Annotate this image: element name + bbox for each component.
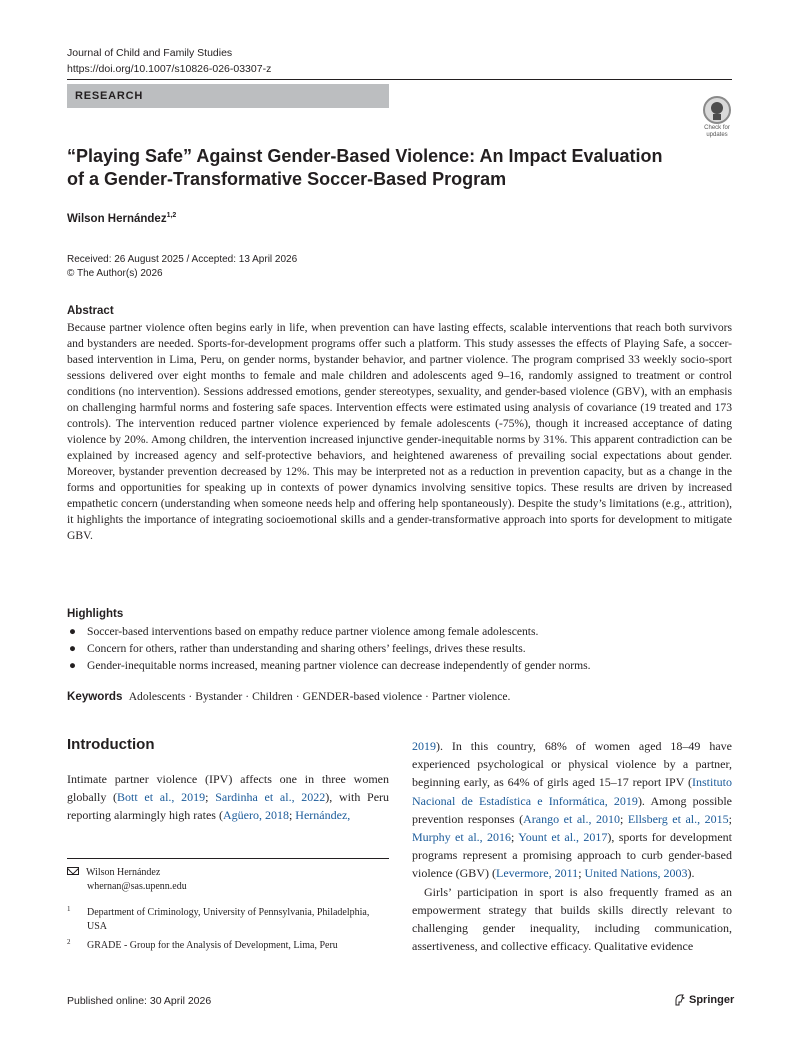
- keyword-separator: ·: [295, 690, 300, 703]
- text-run: ;: [620, 811, 628, 826]
- publisher-name: Springer: [689, 994, 735, 1006]
- citation-link[interactable]: Bott et al., 2019: [117, 790, 206, 805]
- intro-left-column: [67, 770, 389, 825]
- keyword-separator: ·: [245, 690, 250, 703]
- section-banner: RESEARCH: [67, 84, 389, 108]
- text-run: ). Among possible prevention responses (: [412, 793, 733, 826]
- keyword: Partner violence.: [431, 690, 511, 703]
- check-updates-label: Check for updates: [704, 125, 730, 138]
- keyword: Bystander: [195, 690, 243, 703]
- introduction-heading: Introduction: [67, 736, 155, 753]
- author-affiliation-marks: 1,2: [166, 212, 177, 219]
- intro-paragraph: Girls’ participation in sport is also frequently framed as an empowerment strategy that builds skills directly relevant to challenging gender inequality, including communication, assertiveness, and collective efficacy. Qualitative evidence: [412, 884, 732, 954]
- highlight-text: Concern for others, rather than understanding and sharing others’ feelings, drives these results.: [87, 642, 526, 655]
- keyword-separator: ·: [188, 690, 193, 703]
- keyword-separator: ·: [425, 690, 429, 703]
- abstract-heading: Abstract: [67, 305, 114, 317]
- affiliation: [67, 939, 389, 953]
- footnote-rule: [67, 858, 389, 859]
- doi-link[interactable]: https://doi.org/10.1007/s10826-026-03307-z: [67, 63, 272, 75]
- published-date: Published online: 30 April 2026: [67, 995, 212, 1007]
- text-run: ;: [511, 830, 519, 845]
- corr-email[interactable]: whernan@sas.upenn.edu: [87, 880, 187, 892]
- citation-link[interactable]: United Nations, 2003: [584, 866, 688, 881]
- title-line-2: of a Gender-Transformative Soccer-Based Program: [67, 169, 507, 189]
- keywords-label: Keywords: [67, 690, 123, 703]
- citation-link[interactable]: Hernández,: [295, 808, 351, 823]
- envelope-icon: [67, 867, 79, 875]
- affiliation-number: 1: [67, 905, 71, 913]
- text-run: ), sports for development programs represent a promising approach to curb gender-based violence (GBV) (: [412, 830, 733, 881]
- corresponding-author: [67, 866, 187, 893]
- keyword: Adolescents: [128, 690, 186, 703]
- text-run: ;: [288, 808, 296, 823]
- text-run: ;: [728, 811, 732, 826]
- highlights-list: [67, 623, 732, 674]
- text-run: ), with Peru reporting alarmingly high rates (: [67, 790, 390, 823]
- affiliation-text: GRADE - Group for the Analysis of Development, Lima, Peru: [87, 940, 338, 951]
- received-accepted: Received: 26 August 2025 / Accepted: 13 April 2026: [67, 254, 298, 265]
- citation-link[interactable]: Sardinha et al., 2022: [215, 790, 326, 805]
- copyright: © The Author(s) 2026: [67, 268, 163, 279]
- check-updates-icon: [703, 96, 731, 124]
- bullet-icon: ●: [69, 625, 77, 638]
- article-title: [67, 145, 707, 191]
- citation-link[interactable]: Ellsberg et al., 2015: [627, 811, 729, 826]
- citation-link[interactable]: Levermore, 2011: [495, 866, 579, 881]
- journal-header: [67, 45, 271, 77]
- highlights-heading: Highlights: [67, 608, 124, 620]
- publisher-logo[interactable]: [674, 994, 734, 1006]
- highlight-text: Soccer-based interventions based on empathy reduce partner violence among female adolescents.: [87, 625, 539, 638]
- citation-link[interactable]: Agüero, 2018: [222, 808, 289, 823]
- bullet-icon: ●: [69, 659, 77, 672]
- citation-link[interactable]: Yount et al., 2017: [518, 830, 608, 845]
- journal-name: Journal of Child and Family Studies: [67, 47, 233, 59]
- affiliation-number: 2: [67, 938, 71, 946]
- article-dates: [67, 253, 297, 281]
- text-run: ).: [687, 866, 695, 881]
- affiliation-text: Department of Criminology, University of Pennsylvania, Philadelphia, USA: [87, 907, 370, 932]
- title-line-1: “Playing Safe” Against Gender-Based Violence: An Impact Evaluation: [67, 146, 663, 166]
- keyword: Children: [252, 690, 293, 703]
- highlight-item: [67, 657, 732, 674]
- check-for-updates-badge[interactable]: [700, 96, 734, 139]
- author-name[interactable]: Wilson Hernández: [67, 212, 167, 225]
- springer-horse-icon: [674, 994, 685, 1006]
- text-run: ). In this country, 68% of women aged 18–49 have experienced psychological or physical violence by a partner, beginning early, as 64% of girls aged 15–17 report IPV (: [412, 739, 732, 790]
- keyword: GENDER-based violence: [302, 690, 423, 703]
- keywords: [67, 689, 510, 705]
- intro-paragraph: [412, 737, 732, 883]
- highlight-item: [67, 640, 732, 657]
- affiliation: [67, 906, 389, 933]
- highlight-text: Gender-inequitable norms increased, meaning partner violence can decrease independently of gender norms.: [87, 659, 591, 672]
- text-run: Intimate partner violence (IPV) affects one in three women globally (: [67, 772, 389, 805]
- author[interactable]: [67, 212, 176, 225]
- intro-right-column: [412, 737, 732, 955]
- citation-link[interactable]: 2019: [412, 739, 436, 753]
- bullet-icon: ●: [69, 642, 77, 655]
- highlight-item: [67, 623, 732, 640]
- corr-name: Wilson Hernández: [86, 867, 161, 878]
- text-run: ;: [578, 866, 585, 881]
- citation-link[interactable]: Arango et al., 2010: [523, 811, 621, 826]
- citation-link[interactable]: Murphy et al., 2016: [412, 830, 511, 845]
- abstract-text: Because partner violence often begins early in life, when prevention can have lasting effects, scalable interventions that reach both survivors and bystanders are needed. Sports-for-development programs offer such a platform. This study assesses the effects of Playing Safe, a soccer-based intervention in Lima, Peru, on gender norms, bystander behavior, and partner violence. The program comprised 33 weekly socio-sport sessions delivered over eight months to female and male children and adolescents aged 9–16, randomly assigned to treatment or control conditions (no intervention). Sessions addressed emotions, gender stereotypes, sexuality, and gender-based violence (GBV), with an emphasis on challenging harmful norms and fostering safe spaces. Intervention effects were estimated using analysis of covariance (19 treated and 173 controls). The intervention reduced partner violence experienced by female adolescents (-75%), though it increased acceptance of dating violence by 20%. Among children, the intervention increased injunctive gender-inequitable norms by 31%. This apparent contradiction can be explained by increased agency and self-protective behaviors, and heightened awareness of prevailing social expectations about gender. Moreover, bystander prevention decreased by 12%. This may be interpreted not as a reduction in prevention capacity, but as a change in the forms and opportunities for speaking up in contexts of power dynamics involving sensitive topics. These results are driven by increased empathetic concern (understanding when someone needs help and offering help spontaneously). Despite the study’s limitations (e.g., attrition), it highlights the importance of integrating socioemotional skills and a gender-transformative approach into sports for development to mitigate GBV.: [67, 321, 732, 542]
- header-rule: [67, 79, 732, 80]
- intro-paragraph: [67, 770, 389, 825]
- text-run: ;: [205, 790, 216, 805]
- citation-link[interactable]: Instituto Nacional de Estadística e Informática, 2019: [412, 775, 732, 808]
